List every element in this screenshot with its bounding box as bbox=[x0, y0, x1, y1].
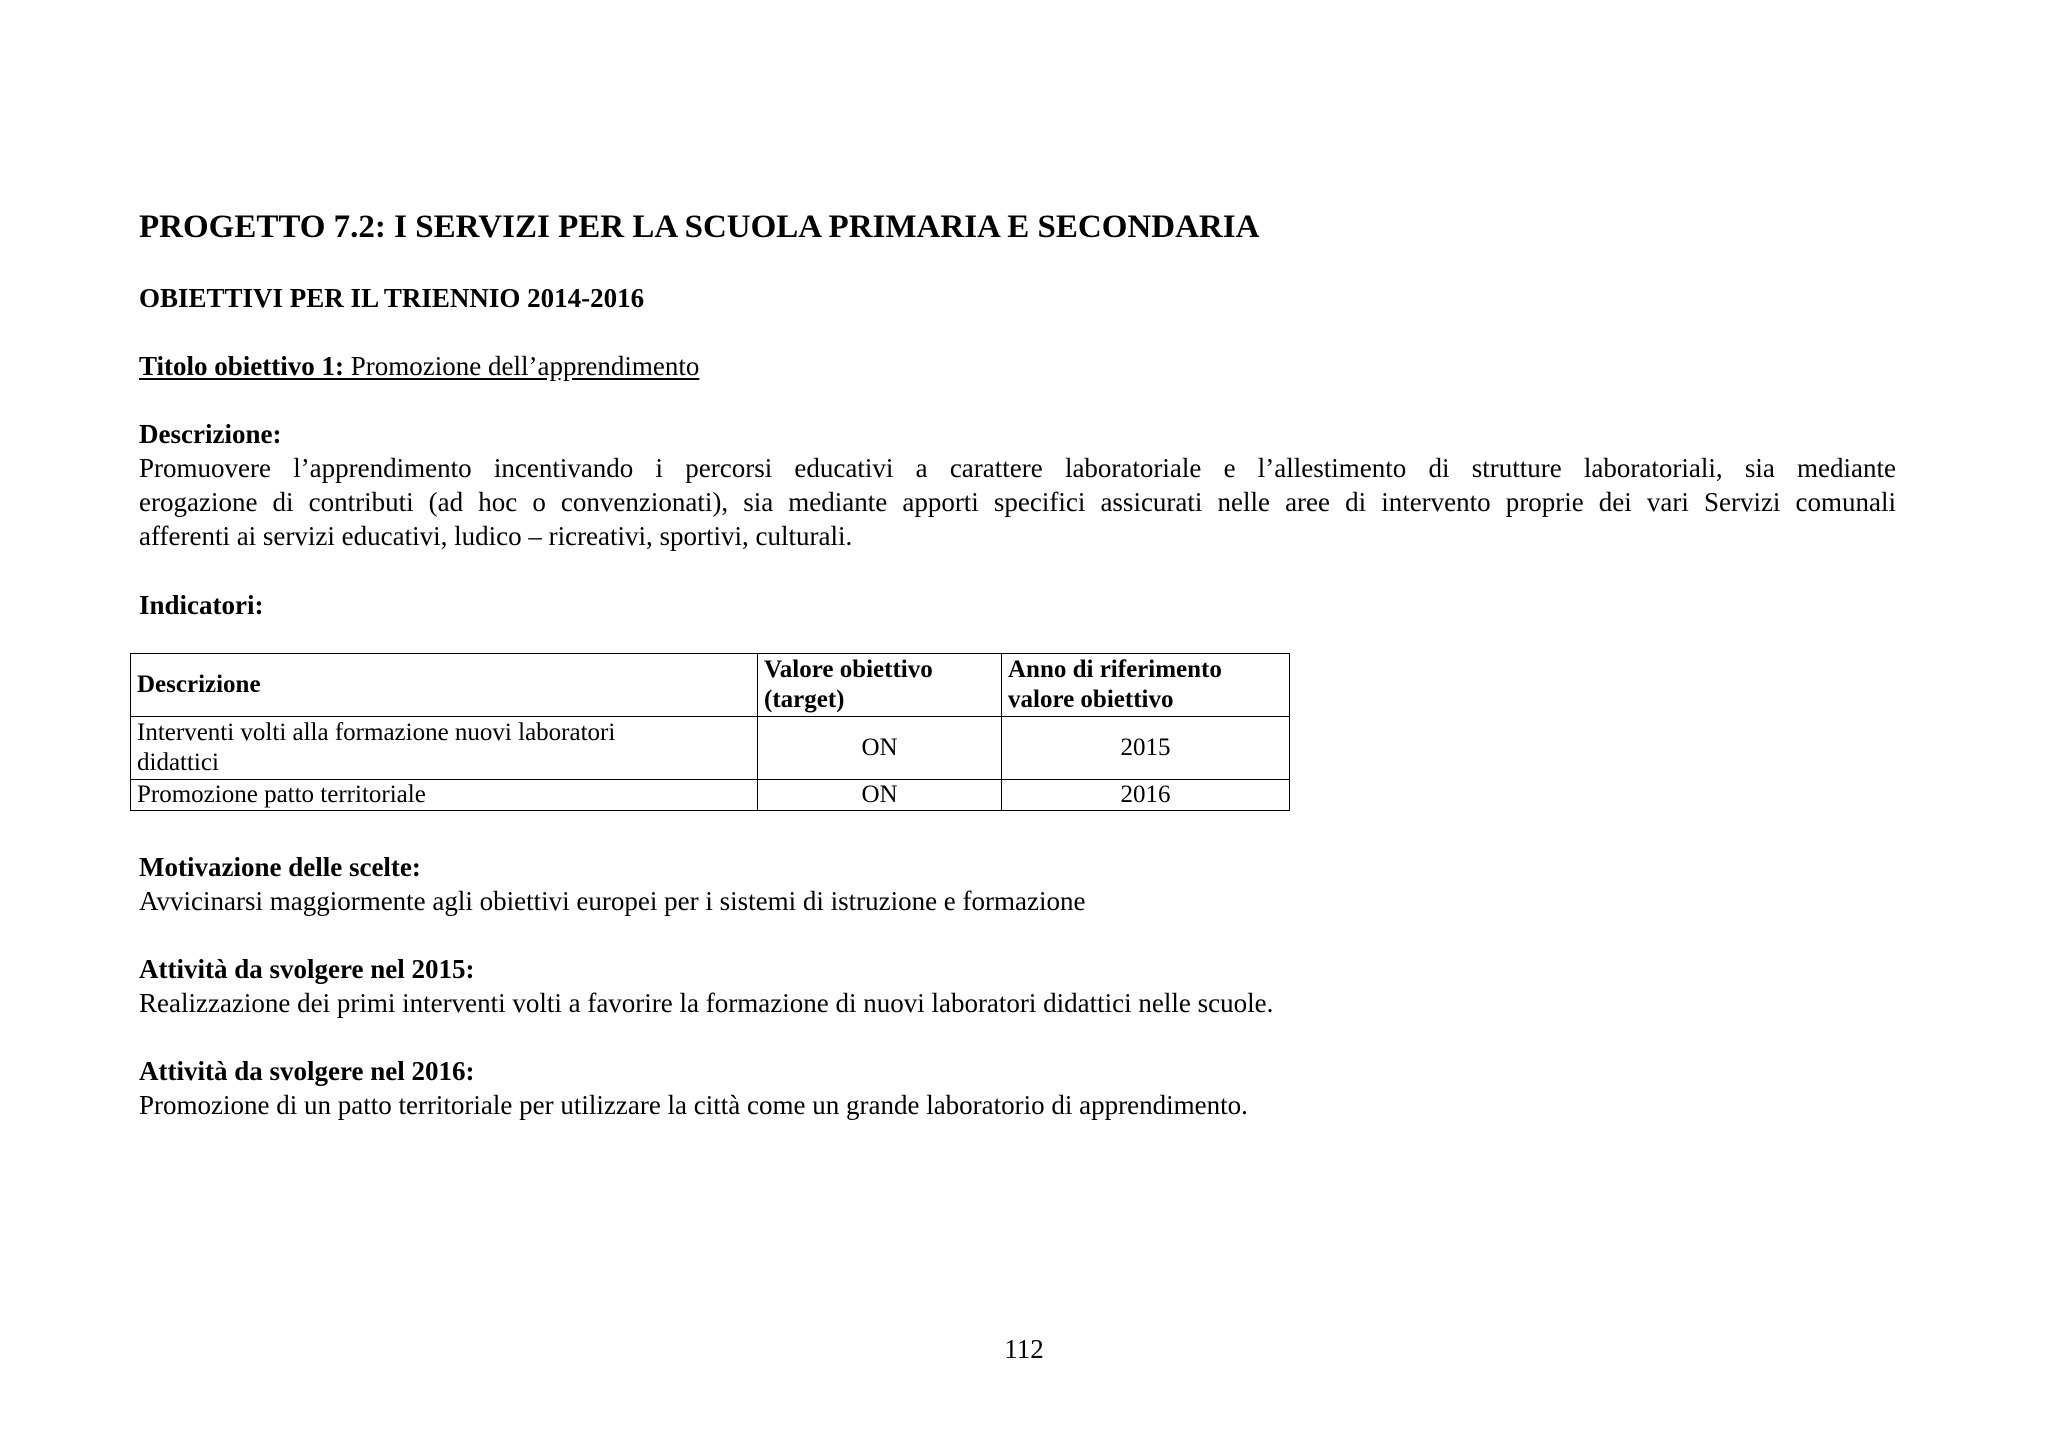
header-year: Anno di riferimento valore obiettivo bbox=[1002, 654, 1290, 717]
table-row bbox=[131, 717, 1290, 780]
page-number: 112 bbox=[1004, 1334, 1044, 1364]
objective-title bbox=[139, 349, 699, 383]
indicators-table bbox=[130, 653, 1290, 811]
description-line: erogazione di contributi (ad hoc o convenzionati), sia mediante apporti specifici assicurati nelle aree di intervento proprie dei vari Servizi comunali bbox=[139, 487, 1896, 517]
row-description: Interventi volti alla formazione nuovi laboratori didattici bbox=[131, 717, 758, 780]
description-heading: Descrizione: bbox=[139, 419, 282, 449]
activity-2016-heading: Attività da svolgere nel 2016: bbox=[139, 1056, 475, 1086]
row-target: ON bbox=[758, 717, 1002, 780]
header-description: Descrizione bbox=[131, 654, 758, 717]
motivation-heading: Motivazione delle scelte: bbox=[139, 852, 421, 882]
header-target: Valore obiettivo (target) bbox=[758, 654, 1002, 717]
row-year: 2015 bbox=[1002, 717, 1290, 780]
activity-2016-text: Promozione di un patto territoriale per utilizzare la città come un grande laboratorio di apprendimento. bbox=[139, 1090, 1248, 1120]
table-header-row bbox=[131, 654, 1290, 717]
objectives-subtitle: OBIETTIVI PER IL TRIENNIO 2014-2016 bbox=[139, 283, 645, 313]
description-line: afferenti ai servizi educativi, ludico – ricreativi, sportivi, culturali. bbox=[139, 521, 853, 551]
description-paragraph bbox=[139, 451, 1896, 553]
project-title: PROGETTO 7.2: I SERVIZI PER LA SCUOLA PRIMARIA E SECONDARIA bbox=[139, 209, 1260, 245]
description-line: Promuovere l’apprendimento incentivando i percorsi educativi a carattere laboratoriale e l’allestimento di strutture laboratoriali, sia mediante bbox=[139, 453, 1896, 483]
objective-text: Promozione dell’apprendimento bbox=[344, 351, 700, 381]
row-year: 2016 bbox=[1002, 780, 1290, 811]
activity-2015-text: Realizzazione dei primi interventi volti a favorire la formazione di nuovi laboratori didattici nelle scuole. bbox=[139, 988, 1274, 1018]
row-description: Promozione patto territoriale bbox=[131, 780, 758, 811]
indicators-heading: Indicatori: bbox=[139, 590, 264, 620]
activity-2015-heading: Attività da svolgere nel 2015: bbox=[139, 954, 475, 984]
objective-label: Titolo obiettivo 1: bbox=[139, 351, 344, 381]
motivation-text: Avvicinarsi maggiormente agli obiettivi europei per i sistemi di istruzione e formazione bbox=[139, 886, 1086, 916]
row-target: ON bbox=[758, 780, 1002, 811]
table-row bbox=[131, 780, 1290, 811]
